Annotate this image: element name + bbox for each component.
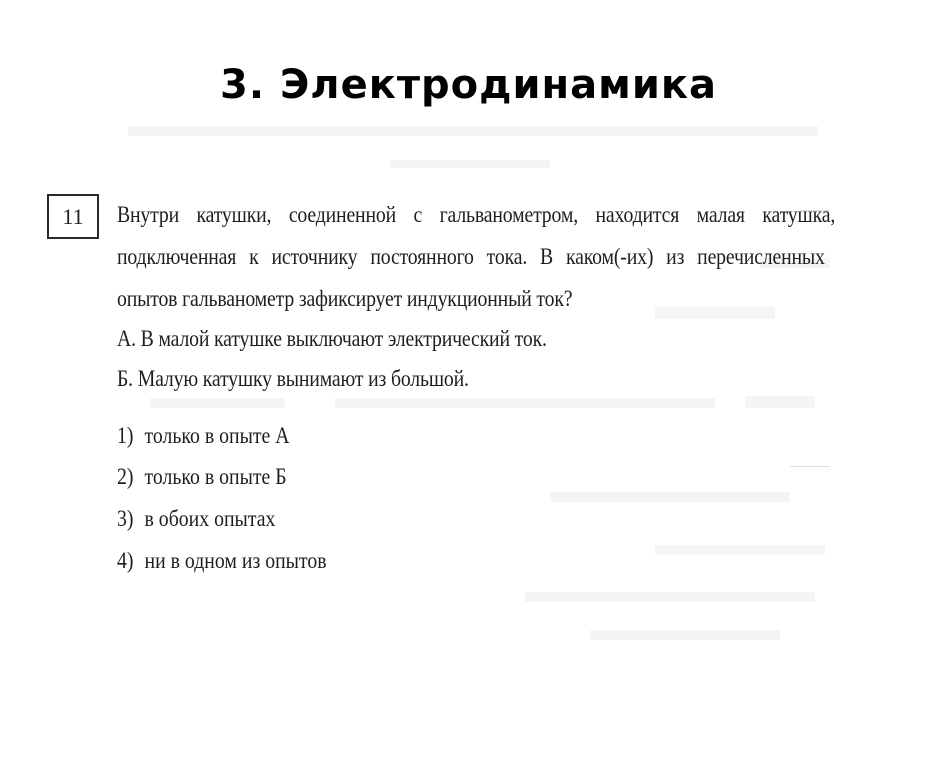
- answer-option: [117, 423, 290, 449]
- option-text: только в опыте А: [144, 423, 290, 448]
- question-stem-line: опытов гальванометр зафиксирует индукционный ток?: [117, 286, 573, 311]
- option-text: только в опыте Б: [144, 464, 287, 489]
- question-number-box: 11: [47, 194, 99, 239]
- bleed-through: [335, 398, 715, 408]
- option-text: в обоих опытах: [144, 506, 276, 531]
- bleed-through: [550, 492, 790, 502]
- bleed-through: [745, 396, 815, 408]
- bleed-through: [655, 307, 775, 319]
- bleed-through: [150, 398, 285, 408]
- option-number: 3): [117, 506, 134, 531]
- question-stem-line: Внутри катушки, соединенной с гальванометром, находится малая катушка,: [117, 202, 836, 227]
- slide-title: 3. Электродинамика: [219, 62, 717, 108]
- option-number: 2): [117, 464, 134, 489]
- answer-option: [117, 464, 287, 490]
- condition-b: Б. Малую катушку вынимают из большой.: [117, 366, 469, 391]
- question-stem-line: подключенная к источнику постоянного тока. В каком(-их) из перечисленных: [117, 244, 825, 269]
- bleed-through: [590, 630, 780, 640]
- answer-option: [117, 506, 275, 532]
- bleed-through: [128, 126, 818, 136]
- option-number: 1): [117, 423, 134, 448]
- bleed-through: [655, 545, 825, 555]
- bleed-through: [525, 592, 815, 602]
- option-text: ни в одном из опытов: [144, 548, 327, 573]
- option-number: 4): [117, 548, 134, 573]
- bleed-through: [790, 466, 830, 467]
- bleed-through: [390, 160, 550, 168]
- condition-a: А. В малой катушке выключают электрический ток.: [117, 326, 547, 351]
- answer-option: [117, 548, 327, 574]
